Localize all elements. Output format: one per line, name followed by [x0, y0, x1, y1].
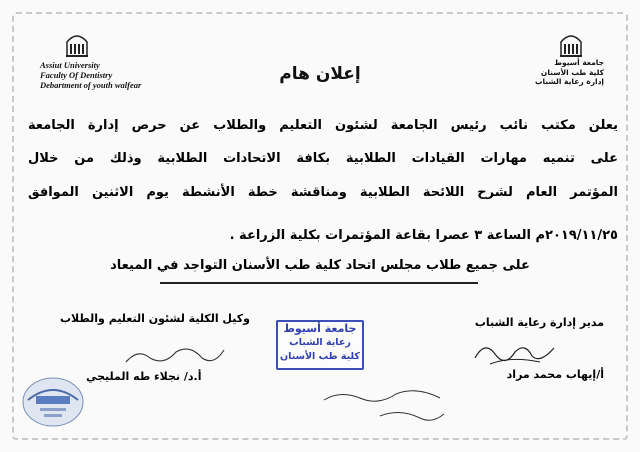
- faculty-seal-icon: [18, 370, 88, 430]
- header-line: Assiut University: [40, 60, 100, 70]
- notice-underline: [160, 282, 478, 284]
- header-line: إدارة رعاية الشباب: [534, 77, 604, 86]
- body-line-4: ٢٠١٩/١١/٢٥م الساعة ٣ عصرا بقاعة المؤتمرات بكلية الزراعة .: [229, 228, 618, 243]
- header-line: كلية طب الأسنان: [540, 67, 604, 77]
- left-signatory-title: وكيل الكلية لشئون التعليم والطلاب: [60, 312, 250, 325]
- right-signatory-title: مدير إدارة رعاية الشباب: [474, 316, 604, 329]
- notice-line: على جميع طلاب مجلس اتحاد كلية طب الأسنان التواجد في الميعاد: [110, 258, 530, 273]
- left-signatory-name: أ.د/ نجلاء طه المليجي: [86, 370, 202, 383]
- bottom-signature-icon: [320, 386, 450, 426]
- page-title: إعلان هام: [279, 64, 361, 84]
- header-line: جامعة أسيوط: [554, 58, 604, 67]
- body-line-3: المؤتمر العام لشرح اللائحة الطلابية ومناقشة خطة الأنشطة يوم الاثنين الموافق: [28, 185, 618, 200]
- official-stamp: [276, 320, 364, 370]
- right-signature-icon: [470, 334, 560, 370]
- right-signatory-name: أ/إيهاب محمد مراد: [506, 368, 604, 381]
- body-line-1: يعلن مكتب نائب رئيس الجامعة لشئون التعليم والطلاب عن حرص إدارة الجامعة: [28, 118, 618, 133]
- header-line: Faculty Of Dentistry: [40, 70, 113, 80]
- faculty-logo-icon: [558, 30, 584, 58]
- stamp-line: رعاية الشباب: [289, 337, 351, 348]
- university-logo-icon: [64, 30, 90, 58]
- stamp-line: كلية طب الأسنان: [280, 351, 360, 362]
- body-line-2: على تنميه مهارات القيادات الطلابية بكافة الاتحادات الطلابية وذلك من خلال: [28, 151, 618, 166]
- stamp-line: جامعة أسيوط: [283, 322, 357, 335]
- left-signature-icon: [120, 340, 230, 370]
- header-line: Debartment of youth walfear: [40, 80, 142, 90]
